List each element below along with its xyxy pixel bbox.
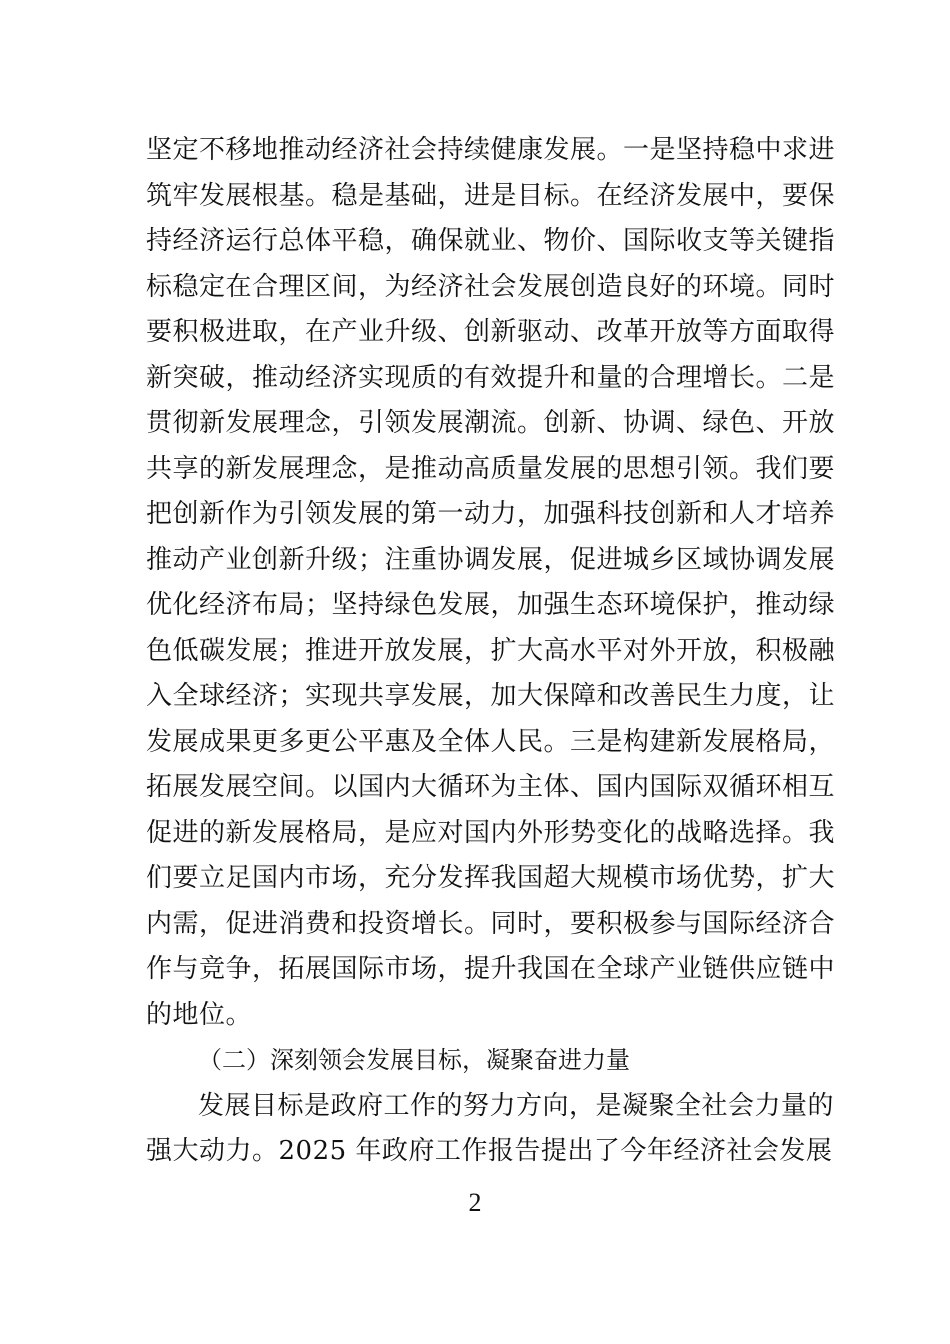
text-line: 促进的新发展格局，是应对国内外形势变化的战略选择。我	[146, 817, 836, 848]
text-line: 坚定不移地推动经济社会持续健康发展。一是坚持稳中求进	[146, 135, 836, 165]
text-line: 要积极进取，在产业升级、创新驱动、改革开放等方面取得	[146, 317, 836, 347]
text-line: 筑牢发展根基。稳是基础，进是目标。在经济发展中，要保	[146, 180, 836, 211]
text-line: 发展成果更多更公平惠及全体人民。三是构建新发展格局，	[146, 726, 836, 757]
text-line: 色低碳发展；推进开放发展，扩大高水平对外开放，积极融	[146, 635, 836, 666]
text-line: 贯彻新发展理念，引领发展潮流。创新、协调、绿色、开放	[146, 408, 836, 438]
document-body	[146, 128, 836, 1175]
text-line: 强大动力。2025 年政府工作报告提出了今年经济社会发展	[146, 1136, 833, 1166]
text-line: 持经济运行总体平稳，确保就业、物价、国际收支等关键指	[146, 226, 836, 256]
text-line: 新突破，推动经济实现质的有效提升和量的合理增长。二是	[146, 362, 836, 393]
section-heading: （二）深刻领会发展目标，凝聚奋进力量	[198, 1046, 630, 1074]
text-line: 内需，促进消费和投资增长。同时，要积极参与国际经济合	[146, 908, 836, 939]
text-line: 发展目标是政府工作的努力方向，是凝聚全社会力量的	[198, 1090, 835, 1121]
text-line: 把创新作为引领发展的第一动力，加强科技创新和人才培养	[146, 499, 836, 529]
text-line: 们要立足国内市场，充分发挥我国超大规模市场优势，扩大	[146, 863, 836, 893]
text-line: 拓展发展空间。以国内大循环为主体、国内国际双循环相互	[146, 772, 836, 802]
text-line: 推动产业创新升级；注重协调发展，促进城乡区域协调发展	[146, 544, 836, 575]
text-line: 优化经济布局；坚持绿色发展，加强生态环境保护，推动绿	[146, 590, 836, 620]
page-number: 2	[468, 1188, 482, 1217]
text-line: 的地位。	[146, 999, 253, 1030]
text-line: 入全球经济；实现共享发展，加大保障和改善民生力度，让	[146, 681, 836, 711]
text-line: 标稳定在合理区间，为经济社会发展创造良好的环境。同时	[146, 271, 836, 302]
text-line: 作与竞争，拓展国际市场，提升我国在全球产业链供应链中	[146, 954, 836, 984]
text-line: 共享的新发展理念，是推动高质量发展的思想引领。我们要	[146, 453, 836, 484]
